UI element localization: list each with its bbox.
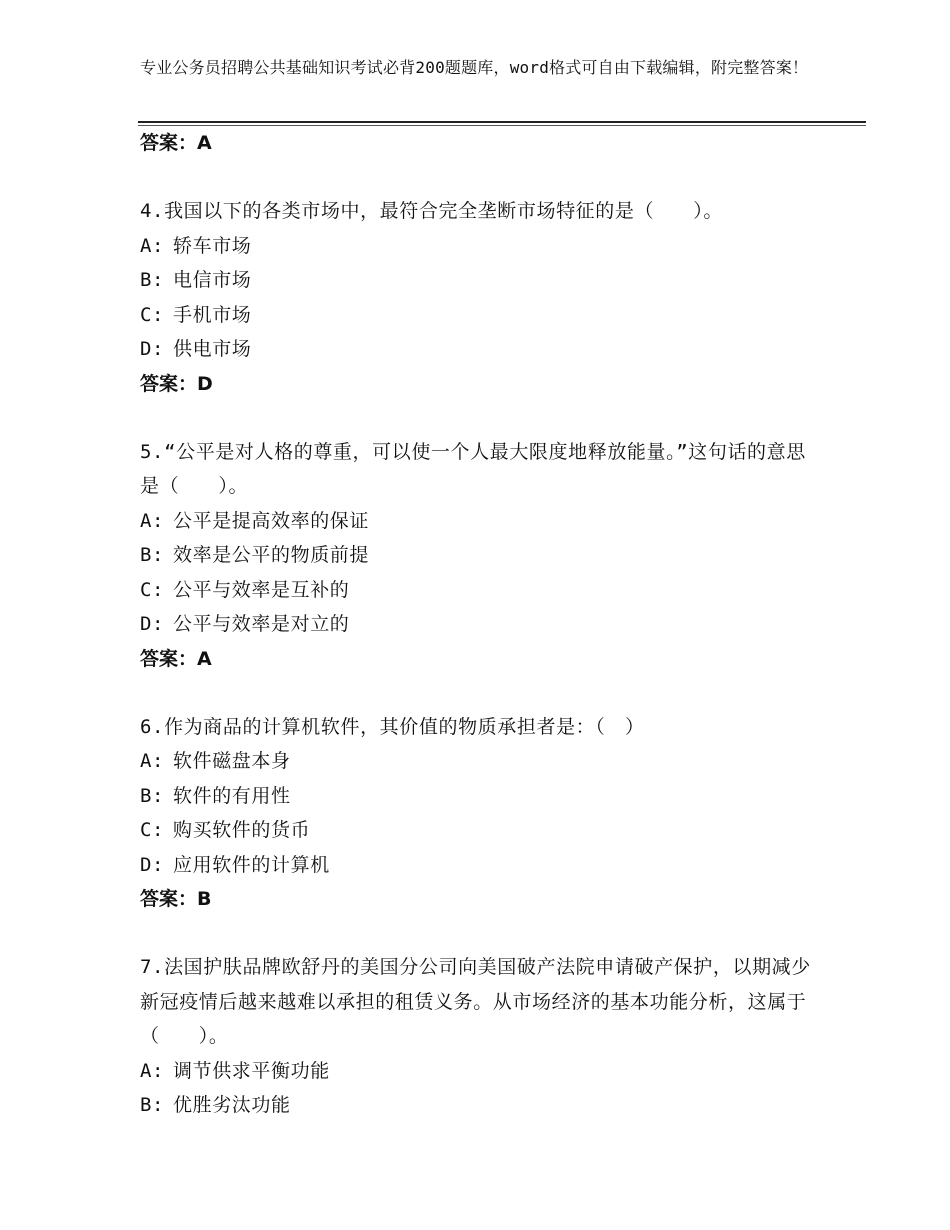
option-b [140, 538, 820, 573]
option-text: 软件磁盘本身 [173, 750, 291, 772]
option-text: 调节供求平衡功能 [173, 1059, 330, 1082]
option-text: 购买软件的货币 [173, 819, 311, 841]
option-text: 公平与效率是互补的 [173, 578, 350, 601]
question-list [140, 126, 820, 1123]
option-letter: C: [140, 303, 165, 326]
option-text: 优胜劣汰功能 [173, 1094, 291, 1116]
option-d [140, 332, 820, 367]
option-letter: A: [140, 234, 165, 257]
option-text: 公平是提高效率的保证 [173, 509, 370, 532]
option-text: 应用软件的计算机 [173, 853, 330, 876]
option-letter: C: [140, 819, 165, 841]
question-4 [140, 194, 820, 401]
option-a [140, 229, 820, 264]
option-d [140, 607, 820, 642]
answer-label: 答案：A [140, 647, 212, 670]
option-letter: D: [140, 613, 165, 635]
option-letter: C: [140, 578, 165, 601]
option-c [140, 573, 820, 608]
option-letter: B: [140, 784, 165, 807]
option-d [140, 848, 820, 883]
document-header [140, 56, 830, 79]
question-stem: 4.我国以下的各类市场中，最符合完全垄断市场特征的是（ ）。 [140, 200, 723, 222]
answer-label: 答案：A [140, 132, 212, 154]
option-letter: B: [140, 1094, 165, 1116]
header-divider-thick [138, 121, 866, 123]
option-c [140, 813, 820, 848]
option-c [140, 298, 820, 333]
question-7 [140, 950, 820, 1123]
answer-label: 答案：D [140, 372, 213, 395]
option-a [140, 1054, 820, 1089]
option-letter: D: [140, 338, 165, 360]
question-stem: 7.法国护肤品牌欧舒丹的美国分公司向美国破产法院申请破产保护，以期减少新冠疫情后越来越难以承担的租赁义务。从市场经济的基本功能分析，这属于（ ）。 [140, 956, 811, 1047]
option-letter: B: [140, 544, 165, 566]
option-text: 手机市场 [173, 303, 252, 326]
option-b [140, 779, 820, 814]
option-a [140, 744, 820, 779]
option-a [140, 504, 820, 539]
option-letter: A: [140, 750, 165, 772]
option-text: 电信市场 [173, 269, 252, 291]
option-text: 效率是公平的物质前提 [173, 544, 370, 566]
option-letter: D: [140, 853, 165, 876]
option-b [140, 1088, 820, 1123]
question-6 [140, 710, 820, 917]
option-letter: B: [140, 269, 165, 291]
option-b [140, 263, 820, 298]
header-text: 专业公务员招聘公共基础知识考试必背200题题库，word格式可自由下载编辑，附完整答案！ [140, 58, 809, 77]
option-text: 供电市场 [173, 338, 252, 360]
option-text: 软件的有用性 [173, 784, 291, 807]
option-text: 轿车市场 [173, 234, 252, 257]
answer-label: 答案：B [140, 888, 212, 910]
question-stem: 6.作为商品的计算机软件，其价值的物质承担者是：（ ） [140, 715, 645, 738]
question-5 [140, 435, 820, 676]
option-letter: A: [140, 509, 165, 532]
question-stem: 5.“公平是对人格的尊重，可以使一个人最大限度地释放能量。”这句话的意思是（ ）。 [140, 440, 806, 497]
option-text: 公平与效率是对立的 [173, 613, 350, 635]
option-letter: A: [140, 1059, 165, 1082]
